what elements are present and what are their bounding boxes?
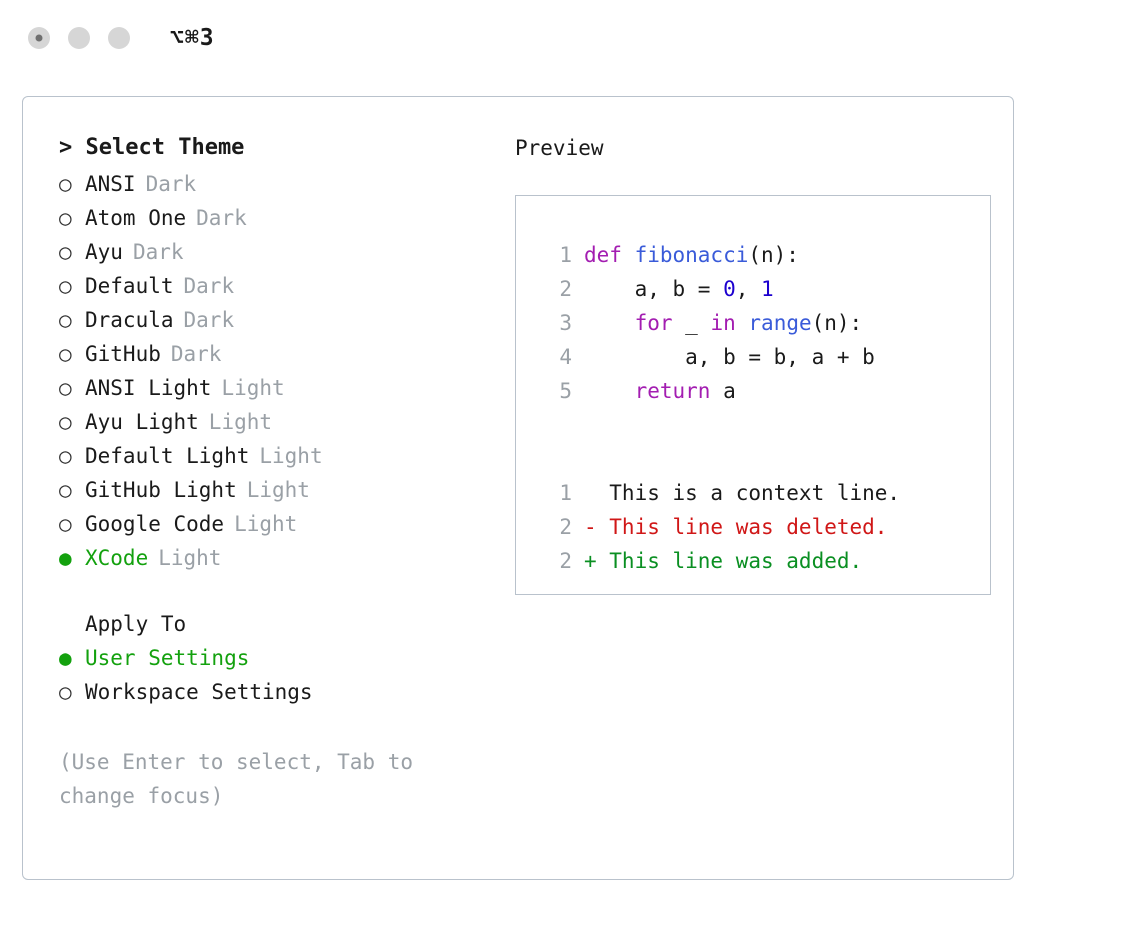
theme-name: Default	[85, 274, 174, 298]
diff-line-deleted	[538, 510, 990, 544]
code-token: 0	[723, 277, 736, 301]
theme-variant: Light	[246, 478, 310, 502]
code-token: fibonacci	[634, 243, 749, 267]
theme-name: ANSI Light	[85, 376, 212, 400]
radio-icon: ○	[59, 274, 72, 298]
theme-option[interactable]	[59, 201, 489, 235]
preview-box	[515, 195, 991, 595]
theme-variant: Light	[234, 512, 298, 536]
theme-name: XCode	[85, 546, 149, 570]
line-number: 3	[559, 311, 572, 335]
code-line	[538, 340, 990, 374]
code-spacer	[538, 442, 990, 476]
code-token: (n):	[748, 243, 799, 267]
theme-option[interactable]	[59, 337, 489, 371]
code-token: a	[710, 379, 736, 403]
code-token: 1	[761, 277, 774, 301]
theme-option[interactable]	[59, 439, 489, 473]
line-number: 2	[559, 549, 572, 573]
theme-variant: Light	[208, 410, 273, 434]
theme-variant: Dark	[132, 240, 184, 264]
theme-option[interactable]	[59, 269, 489, 303]
radio-icon: ○	[59, 680, 72, 704]
line-number: 2	[559, 515, 572, 539]
code-token	[584, 306, 635, 340]
theme-variant: Dark	[170, 342, 222, 366]
window-dot-1[interactable]	[28, 27, 50, 49]
diff-text: - This line was deleted.	[584, 515, 888, 539]
diff-text: This is a context line.	[584, 481, 901, 505]
radio-icon: ○	[59, 308, 72, 332]
theme-option-selected[interactable]	[59, 541, 489, 575]
radio-icon: ○	[59, 240, 72, 264]
radio-icon: ○	[59, 512, 72, 536]
window-dot-2[interactable]	[68, 27, 90, 49]
code-line	[538, 238, 990, 272]
theme-name: Dracula	[85, 308, 174, 332]
theme-name: GitHub Light	[85, 478, 237, 502]
radio-icon: ○	[59, 478, 72, 502]
code-token: a, b = b, a + b	[584, 345, 875, 369]
theme-option[interactable]	[59, 473, 489, 507]
radio-icon: ○	[59, 376, 72, 400]
theme-name: Google Code	[85, 512, 225, 536]
titlebar	[0, 0, 1140, 76]
code-line	[538, 306, 990, 340]
diff-line-added	[538, 544, 990, 578]
preview-column	[489, 131, 1013, 813]
select-theme-heading: > Select Theme	[59, 135, 245, 160]
apply-to-heading: Apply To	[85, 612, 187, 636]
theme-name: Default Light	[85, 444, 250, 468]
theme-option[interactable]	[59, 507, 489, 541]
radio-icon: ○	[59, 342, 72, 366]
radio-icon: ○	[59, 410, 72, 434]
keyboard-hint: (Use Enter to select, Tab to change focus)	[59, 750, 426, 808]
code-token	[736, 306, 749, 340]
code-token: range	[748, 311, 812, 335]
code-token: def	[584, 243, 635, 267]
code-spacer	[538, 408, 990, 442]
theme-variant: Dark	[196, 206, 247, 230]
radio-icon: ○	[59, 172, 72, 196]
theme-variant: Light	[221, 376, 285, 400]
theme-variant: Dark	[145, 172, 197, 196]
code-token: ,	[735, 277, 762, 301]
apply-to-label: Workspace Settings	[85, 680, 313, 704]
theme-name: Atom One	[85, 206, 187, 230]
theme-option[interactable]	[59, 405, 489, 439]
theme-list[interactable]	[59, 167, 489, 575]
apply-to-list[interactable]	[59, 641, 489, 709]
apply-to-option-user-settings[interactable]	[59, 641, 489, 675]
code-token: for	[634, 311, 673, 335]
radio-icon: ○	[59, 444, 72, 468]
window-dot-3[interactable]	[108, 27, 130, 49]
radio-icon: ○	[59, 206, 72, 230]
preview-heading: Preview	[515, 136, 604, 160]
theme-column	[39, 131, 489, 813]
theme-option[interactable]	[59, 235, 489, 269]
apply-to-option-workspace-settings[interactable]	[59, 675, 489, 709]
theme-option[interactable]	[59, 167, 489, 201]
theme-option[interactable]	[59, 303, 489, 337]
theme-name: Ayu	[85, 240, 123, 264]
theme-option[interactable]	[59, 371, 489, 405]
theme-variant: Dark	[183, 274, 235, 298]
line-number: 2	[559, 277, 572, 301]
line-number: 1	[559, 481, 572, 505]
code-line	[538, 272, 990, 306]
code-token: in	[710, 311, 736, 335]
apply-to-label: User Settings	[85, 646, 250, 670]
diff-line-context	[538, 476, 990, 510]
radio-icon-selected: ●	[59, 546, 72, 570]
radio-icon-selected: ●	[59, 646, 72, 670]
diff-text: + This line was added.	[584, 549, 863, 573]
code-line	[538, 374, 990, 408]
line-number: 5	[559, 379, 572, 403]
shortcut-label: ⌥⌘3	[170, 25, 215, 51]
line-number: 4	[559, 345, 572, 369]
line-number: 1	[559, 243, 572, 267]
theme-picker-panel	[22, 96, 1014, 880]
theme-variant: Light	[259, 444, 323, 468]
code-token	[584, 374, 635, 408]
theme-name: GitHub	[85, 342, 161, 366]
theme-name: Ayu Light	[85, 410, 199, 434]
code-token: _	[672, 311, 711, 335]
code-token: return	[634, 379, 711, 403]
code-token: (n):	[811, 311, 863, 335]
code-token: a, b =	[584, 277, 724, 301]
theme-variant: Dark	[183, 308, 235, 332]
theme-variant: Light	[158, 546, 222, 570]
theme-name: ANSI	[85, 172, 136, 196]
